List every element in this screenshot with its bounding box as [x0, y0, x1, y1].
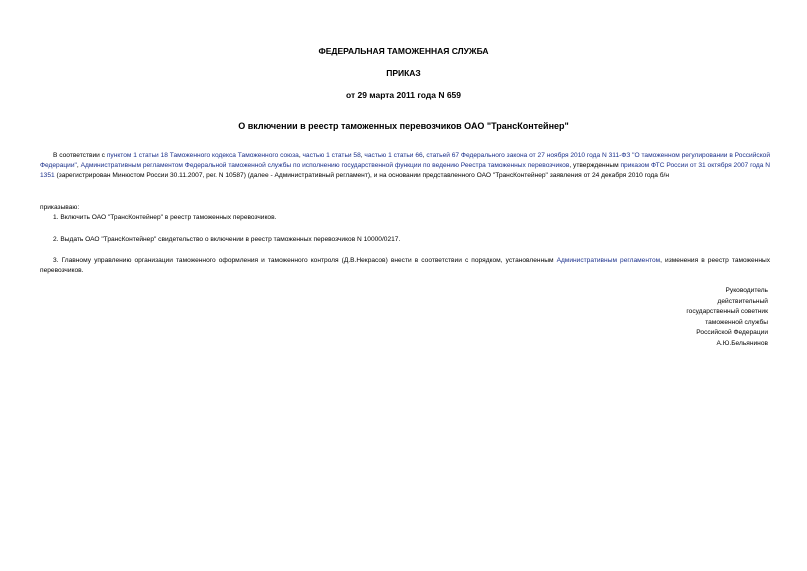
order-item-3-text: 3. Главному управлению организации таможенного оформления и таможенного контроля (Д.В.Некрасов) внести в соответствии с порядком, установленным [53, 257, 557, 264]
preamble-text: , [422, 152, 427, 159]
order-item-2: 2. Выдать ОАО "ТрансКонтейнер" свидетельство о включении в реестр таможенных перевозчиков N 10000/0217. [53, 236, 401, 243]
order-item-3 [40, 256, 770, 276]
link-article-66[interactable]: частью 1 статьи 66 [364, 152, 423, 159]
preamble-text: , утвержденным [569, 162, 621, 170]
document-type: ПРИКАЗ [386, 68, 421, 78]
preamble-text: , [76, 162, 81, 170]
order-item-3-text: , изменения в реестр таможенных перевозчиков. [40, 257, 771, 275]
preamble-text: В соответствии с [53, 152, 107, 159]
signature-name: А.Ю.Бельянинов [716, 339, 768, 347]
signature-line-2: действительный [717, 297, 768, 305]
signature-line-3: государственный советник [686, 308, 768, 316]
signature-line-4: таможенной службы [705, 318, 768, 326]
link-fts-order-1351[interactable]: приказом ФТС России от 31 октября 2007 года N 1351 [40, 162, 771, 180]
document-title: О включении в реестр таможенных перевозчиков ОАО "ТрансКонтейнер" [238, 121, 569, 131]
signature-line-1: Руководитель [725, 287, 768, 294]
link-administrative-regulation[interactable]: Административным регламентом Федеральной таможенной службы по исполнению государственной функции по ведению Реестра таможенных перевозчиков [80, 162, 570, 170]
order-word: приказываю: [40, 204, 80, 211]
link-article-67-federal-law[interactable]: статьей 67 Федерального закона от 27 ноября 2010 года N 311-ФЗ "О таможенном регулировании в Российской Федерации" [40, 152, 771, 170]
preamble-text: (зарегистрирован Минюстом России 30.11.2007, рег. N 10587) (далее - Административный регламент), и на основании представленного ОАО "ТрансКонтейнер" заявления от 24 декабря 2010 года б/н [54, 172, 669, 180]
preamble-text: , [298, 152, 303, 159]
agency-heading: ФЕДЕРАЛЬНАЯ ТАМОЖЕННАЯ СЛУЖБА [318, 46, 489, 56]
link-customs-code-article-18[interactable]: пунктом 1 статьи 18 Таможенного кодекса Таможенного союза [106, 152, 299, 159]
preamble-paragraph [40, 151, 770, 182]
signature-block [686, 286, 768, 350]
preamble-text: , [360, 152, 365, 159]
signature-line-5: Российской Федерации [696, 329, 768, 337]
document-date-number: от 29 марта 2011 года N 659 [345, 90, 462, 100]
link-article-58[interactable]: частью 1 статьи 58 [302, 152, 361, 159]
order-item-1: 1. Включить ОАО "ТрансКонтейнер" в реестр таможенных перевозчиков. [53, 214, 277, 221]
link-administrative-regulation-item-3[interactable]: Административным регламентом [556, 257, 661, 264]
